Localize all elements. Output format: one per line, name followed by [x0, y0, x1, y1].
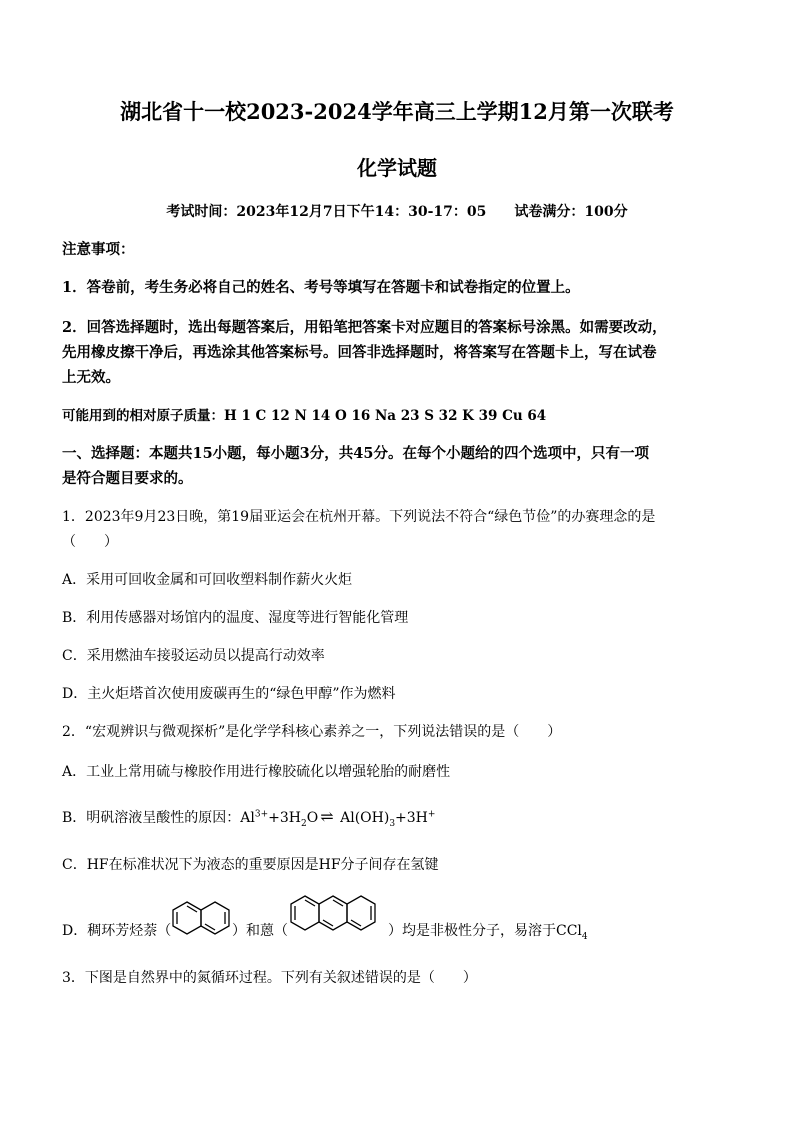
page-title: 湖北省十一校2023-2024学年高三上学期12月第一次联考 — [120, 99, 674, 124]
section-1-line-2: 是符合题目要求的。 — [62, 470, 193, 487]
q1-option-c: C．采用燃油车接驳运动员以提高行动效率 — [62, 648, 325, 664]
q2-option-a: A．工业上常用硫与橡胶作用进行橡胶硫化以增强轮胎的耐磨性 — [62, 764, 451, 780]
q2-option-b — [62, 807, 732, 827]
notes-item-2-line-1: 2．回答选择题时，选出每题答案后，用铅笔把答案卡对应题目的答案标号涂黑。如需要改动， — [62, 319, 667, 336]
q2-d-prefix: D．稠环芳烃萘（ — [62, 923, 172, 939]
exam-info: 考试时间：2023年12月7日下午14：30-17：05 试卷满分：100分 — [166, 204, 628, 220]
q2-d-sub4: 4 — [581, 931, 588, 942]
q2-option-d — [62, 890, 732, 950]
q2-d-suffix: ）均是非极性分子，易溶于CCl — [388, 923, 582, 939]
q1-option-a: A．采用可回收金属和可回收塑料制作薪火火炬 — [62, 572, 353, 588]
naphthalene-structure-icon — [170, 900, 234, 936]
notes-heading: 注意事项： — [62, 241, 135, 258]
q1-stem-line-2: （ ） — [62, 534, 118, 550]
q2-b-water: +3H — [268, 810, 302, 826]
q3-stem: 3．下图是自然界中的氮循环过程。下列有关叙述错误的是（ ） — [62, 970, 477, 986]
q1-stem-line-1: 1．2023年9月23日晚，第19届亚运会在杭州开幕。下列说法不符合“绿色节俭”的办赛理念的是 — [62, 509, 656, 525]
anthracene-structure-icon — [288, 890, 388, 938]
q2-b-sub3: 3 — [389, 818, 396, 829]
q1-option-b: B．利用传感器对场馆内的温度、湿度等进行智能化管理 — [62, 610, 409, 626]
q2-b-plus: + — [427, 809, 436, 820]
q2-option-c: C．HF在标准状况下为液态的重要原因是HF分子间存在氢键 — [62, 857, 439, 873]
q2-stem: 2．“宏观辨识与微观探析”是化学学科核心素养之一，下列说法错误的是（ ） — [62, 724, 562, 740]
notes-item-2-line-3: 上无效。 — [62, 369, 120, 386]
q2-b-h: +3H — [395, 810, 428, 826]
q2-b-product: Al(OH) — [335, 810, 390, 826]
notes-item-2-line-2: 先用橡皮擦干净后，再选涂其他答案标号。回答非选择题时，将答案写在答题卡上，写在试卷 — [62, 344, 657, 361]
notes-item-1: 1．答卷前，考生务必将自己的姓名、考号等填写在答题卡和试卷指定的位置上。 — [62, 279, 580, 296]
q2-b-sub2: 2 — [301, 818, 307, 829]
q2-b-prefix: B．明矾溶液呈酸性的原因：Al — [62, 810, 255, 826]
atomic-masses: 可能用到的相对原子质量：H 1 C 12 N 14 O 16 Na 23 S 32 K 39 Cu 64 — [62, 408, 547, 424]
page-subtitle: 化学试题 — [357, 156, 437, 180]
q1-option-d: D．主火炬塔首次使用废碳再生的“绿色甲醇”作为燃料 — [62, 686, 396, 702]
q2-b-o: O — [306, 810, 319, 826]
equilibrium-arrow-icon: ⇌ — [320, 807, 334, 826]
q2-b-charge: 3+ — [254, 809, 269, 820]
q2-d-mid: ）和蒽（ — [232, 923, 288, 939]
section-1-line-1: 一、选择题：本题共15小题，每小题3分，共45分。在每个小题给的四个选项中，只有一项 — [62, 445, 649, 462]
